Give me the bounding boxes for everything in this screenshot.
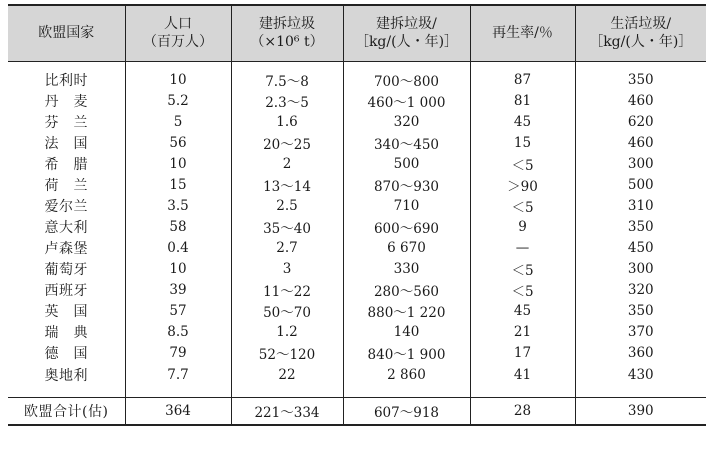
cdw-per-capita-cell: 840～1 900 [343,343,470,364]
recycling-rate-cell: — [470,238,575,259]
cdw-per-capita-cell: 6 670 [343,238,470,259]
population-cell: 10 [125,259,231,280]
recycling-rate-cell: 21 [470,322,575,343]
msw-per-capita-cell: 500 [627,177,654,193]
cdw-per-capita-cell: 607～918 [343,397,470,425]
msw-per-capita-cell: 350 [627,219,654,235]
table-row [8,238,706,259]
population-cell: 3.5 [125,196,231,217]
msw-per-capita-cell: 460 [627,135,654,151]
msw-per-capita-cell: 300 [627,156,654,172]
table-row [8,112,706,133]
cdw-total-cell: 2.3～5 [231,91,343,112]
country-cell: 芬 兰 [8,112,125,133]
cdw-per-capita-cell: 700～800 [343,70,470,91]
cdw-total-cell: 2.7 [231,238,343,259]
recycling-rate-cell: 81 [470,91,575,112]
gap-row [8,387,706,398]
country-cell: 法 国 [8,133,125,154]
msw-per-capita-cell: 450 [627,240,654,256]
population-cell: 0.4 [125,238,231,259]
recycling-rate-cell: 15 [470,133,575,154]
table-row [8,133,706,154]
country-cell: 奥地利 [8,364,125,387]
msw-per-capita-cell: 310 [627,198,654,214]
empty-cell [231,387,343,398]
table-row [8,364,706,387]
population-cell: 79 [125,343,231,364]
cdw-per-capita-cell: 330 [343,259,470,280]
recycling-rate-cell: 45 [470,301,575,322]
population-cell: 58 [125,217,231,238]
eu-waste-table [8,4,706,426]
msw-per-capita-cell: 360 [627,345,654,361]
header-line-1: 人口 [164,16,192,33]
recycling-rate-cell: ＜5 [470,280,575,301]
recycling-rate-cell: 9 [470,217,575,238]
msw-per-capita-cell: 460 [627,93,654,109]
recycling-rate-cell: 41 [470,364,575,387]
empty-cell [470,387,575,398]
column-header-recycling-rate [470,5,575,61]
table-row [8,343,706,364]
table-row [8,196,706,217]
msw-per-capita-cell: 350 [627,72,654,88]
cdw-total-cell: 20～25 [231,133,343,154]
column-header-country [8,5,125,61]
recycling-rate-cell: 17 [470,343,575,364]
msw-per-capita-cell: 320 [627,282,654,298]
msw-per-capita-cell: 620 [627,114,654,130]
cdw-per-capita-cell: 280～560 [343,280,470,301]
header-row [8,5,706,61]
population-cell: 8.5 [125,322,231,343]
cdw-per-capita-cell: 140 [343,322,470,343]
empty-cell [8,387,125,398]
cdw-per-capita-cell: 460～1 000 [343,91,470,112]
country-cell: 爱尔兰 [8,196,125,217]
cdw-per-capita-cell: 600～690 [343,217,470,238]
country-cell: 比利时 [8,70,125,91]
cdw-total-cell: 52～120 [231,343,343,364]
country-cell: 葡萄牙 [8,259,125,280]
header-line-1: 生活垃圾/ [610,16,672,33]
empty-cell [125,61,231,70]
column-header-cdw-per-capita [343,5,470,61]
table-row [8,175,706,196]
header-line-2: ［kg/(人・年)］ [589,34,693,51]
table-header [8,5,706,61]
population-cell: 364 [125,397,231,425]
empty-cell [8,61,125,70]
population-cell: 7.7 [125,364,231,387]
country-cell: 荷 兰 [8,175,125,196]
empty-cell [231,61,343,70]
country-cell: 丹 麦 [8,91,125,112]
country-cell: 意大利 [8,217,125,238]
cdw-total-cell: 3 [231,259,343,280]
empty-cell [575,387,706,398]
table-row [8,322,706,343]
country-cell: 德 国 [8,343,125,364]
cdw-total-cell: 50～70 [231,301,343,322]
header-line-1: 建拆垃圾/ [376,16,437,33]
msw-per-capita-cell: 430 [627,367,654,383]
population-cell: 39 [125,280,231,301]
msw-per-capita-cell: 390 [575,397,706,425]
header-line-1: 建拆垃圾 [259,16,315,33]
recycling-rate-cell: 87 [470,70,575,91]
population-cell: 5 [125,112,231,133]
column-header-cdw-total [231,5,343,61]
recycling-rate-cell: ＞90 [470,175,575,196]
table-row [8,259,706,280]
empty-cell [470,61,575,70]
cdw-total-cell: 2 [231,154,343,175]
recycling-rate-cell: ＜5 [470,259,575,280]
cdw-per-capita-cell: 500 [343,154,470,175]
empty-cell [343,61,470,70]
table-body [8,61,706,425]
country-cell: 卢森堡 [8,238,125,259]
table-row [8,154,706,175]
recycling-rate-cell: ＜5 [470,154,575,175]
country-cell: 欧盟合计(估) [8,397,125,425]
cdw-total-cell: 13～14 [231,175,343,196]
cdw-per-capita-cell: 320 [343,112,470,133]
column-header-population [125,5,231,61]
country-cell: 希 腊 [8,154,125,175]
header-line-2: （×10⁶ t） [250,34,324,51]
table-row [8,91,706,112]
cdw-per-capita-cell: 340～450 [343,133,470,154]
cdw-total-cell: 1.2 [231,322,343,343]
population-cell: 15 [125,175,231,196]
msw-per-capita-cell: 300 [627,261,654,277]
header-line-1: 再生率/％ [492,25,553,42]
cdw-per-capita-cell: 870～930 [343,175,470,196]
empty-cell [125,387,231,398]
population-cell: 5.2 [125,91,231,112]
cdw-total-cell: 7.5～8 [231,70,343,91]
cdw-total-cell: 11～22 [231,280,343,301]
total-row [8,397,706,425]
table-row [8,280,706,301]
cdw-per-capita-cell: 880～1 220 [343,301,470,322]
population-cell: 10 [125,154,231,175]
column-header-msw-per-capita [575,5,706,61]
table-row [8,217,706,238]
country-cell: 西班牙 [8,280,125,301]
cdw-total-cell: 1.6 [231,112,343,133]
recycling-rate-cell: ＜5 [470,196,575,217]
header-line-2: ［kg/(人・年)］ [354,34,459,51]
header-line-2: （百万人） [143,34,213,51]
cdw-per-capita-cell: 710 [343,196,470,217]
recycling-rate-cell: 45 [470,112,575,133]
cdw-total-cell: 22 [231,364,343,387]
country-cell: 英 国 [8,301,125,322]
population-cell: 56 [125,133,231,154]
spacer-row [8,61,706,70]
population-cell: 57 [125,301,231,322]
recycling-rate-cell: 28 [470,397,575,425]
country-cell: 瑞 典 [8,322,125,343]
table-row [8,70,706,91]
cdw-per-capita-cell: 2 860 [343,364,470,387]
msw-per-capita-cell: 370 [627,324,654,340]
table-row [8,301,706,322]
cdw-total-cell: 221～334 [231,397,343,425]
empty-cell [575,61,706,70]
header-line-1: 欧盟国家 [38,25,95,42]
msw-per-capita-cell: 350 [627,303,654,319]
empty-cell [343,387,470,398]
population-cell: 10 [125,70,231,91]
cdw-total-cell: 2.5 [231,196,343,217]
cdw-total-cell: 35～40 [231,217,343,238]
